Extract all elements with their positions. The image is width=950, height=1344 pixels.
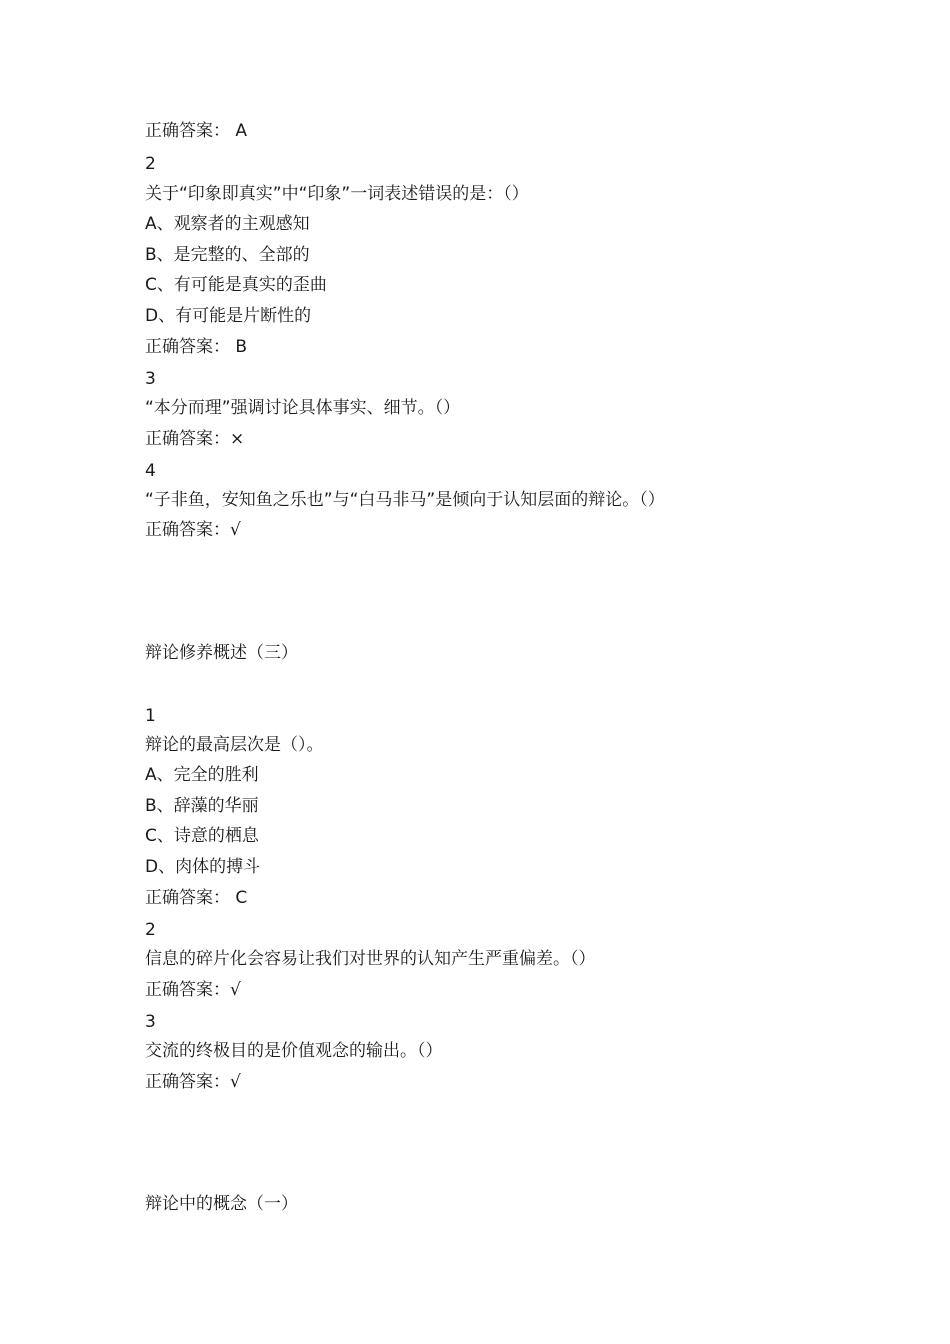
option-b: B、是完整的、全部的	[145, 245, 310, 265]
answer-q2: 正确答案：√	[145, 980, 241, 1000]
answer-q4: 正确答案：√	[145, 520, 241, 540]
question-number-3: 3	[145, 1012, 156, 1032]
question-text-3: 交流的终极目的是价值观念的输出。（）	[145, 1041, 443, 1061]
question-text-2: 信息的碎片化会容易让我们对世界的认知产生严重偏差。（）	[145, 949, 596, 969]
question-text-3: “本分而理”强调讨论具体事实、细节。（）	[145, 398, 461, 418]
option-c: C、有可能是真实的歪曲	[145, 275, 327, 295]
option-d: D、肉体的搏斗	[145, 857, 261, 877]
question-number-4: 4	[145, 461, 156, 481]
question-text-2: 关于“印象即真实”中“印象”一词表述错误的是：（）	[145, 184, 529, 204]
answer-q3: 正确答案：√	[145, 1072, 241, 1092]
option-b: B、辞藻的华丽	[145, 796, 259, 816]
option-d: D、有可能是片断性的	[145, 306, 312, 326]
option-a: A、完全的胜利	[145, 765, 259, 785]
question-number-3: 3	[145, 369, 156, 389]
answer-q1: 正确答案： C	[145, 888, 248, 908]
question-number-1: 1	[145, 706, 156, 726]
option-a: A、观察者的主观感知	[145, 214, 310, 234]
option-c: C、诗意的栖息	[145, 826, 259, 846]
section-title: 辩论中的概念（一）	[145, 1194, 298, 1214]
question-number-2: 2	[145, 920, 156, 940]
section-title: 辩论修养概述（三）	[145, 643, 298, 663]
answer-q3: 正确答案：×	[145, 429, 245, 449]
question-text-1: 辩论的最高层次是（）。	[145, 735, 324, 755]
answer-q2: 正确答案： B	[145, 337, 248, 357]
question-number-2: 2	[145, 154, 156, 174]
answer-q1: 正确答案： A	[145, 121, 248, 141]
question-text-4: “子非鱼，安知鱼之乐也”与“白马非马”是倾向于认知层面的辩论。（）	[145, 490, 665, 510]
